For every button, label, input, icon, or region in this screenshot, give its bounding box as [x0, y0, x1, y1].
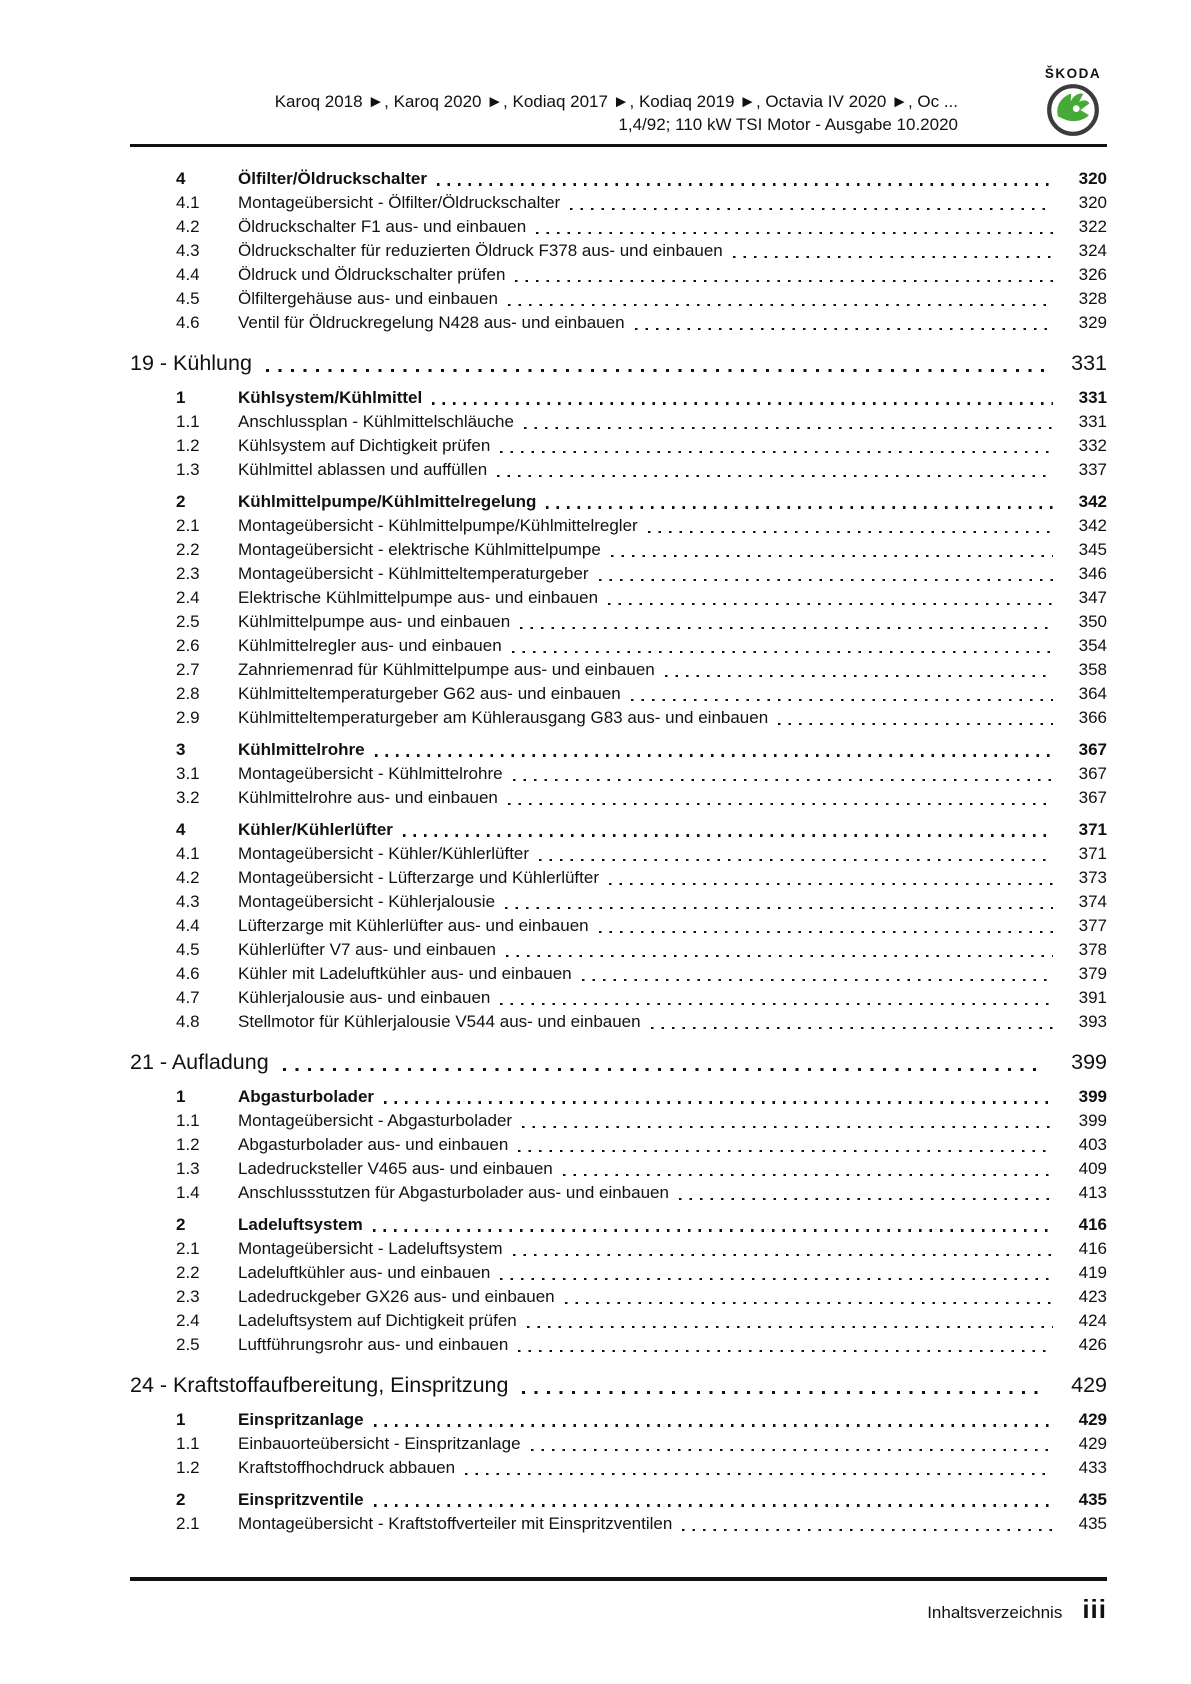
toc-page: 399: [1078, 1087, 1107, 1106]
toc-num: 1.1: [176, 1111, 200, 1130]
toc-page: 371: [1078, 844, 1107, 863]
toc-title: Lüfterzarge mit Kühlerlüfter aus- und einbauen: [238, 916, 589, 935]
toc-title: Kühlsystem auf Dichtigkeit prüfen: [238, 436, 491, 455]
toc-page: 378: [1078, 940, 1107, 959]
toc-row: [130, 1157, 1107, 1181]
toc-row: [130, 1181, 1107, 1205]
toc-page: 345: [1078, 540, 1107, 559]
toc-row: [130, 1456, 1107, 1480]
dot-leader: [665, 675, 1053, 677]
toc-title: Kraftstoffhochdruck abbauen: [238, 1458, 456, 1477]
toc-title: Kühlerlüfter V7 aus- und einbauen: [238, 940, 497, 959]
dot-leader: [546, 506, 1053, 509]
toc-row: [130, 682, 1107, 706]
dot-leader: [599, 931, 1053, 933]
toc-num: 2: [176, 1215, 186, 1234]
toc-row: [130, 1432, 1107, 1456]
toc-row: [130, 1213, 1107, 1237]
dot-leader: [733, 256, 1053, 258]
toc-row: [130, 842, 1107, 866]
toc-title: Öldruckschalter F1 aus- und einbauen: [238, 217, 527, 236]
toc-row: [130, 914, 1107, 938]
dot-leader: [524, 427, 1053, 429]
toc-title: Montageübersicht - Kühlmittelrohre: [238, 764, 503, 783]
toc-num: 1: [176, 388, 186, 407]
toc-title: Abgasturbolader aus- und einbauen: [238, 1135, 509, 1154]
toc-page: 320: [1078, 169, 1107, 188]
toc-row: [130, 1085, 1107, 1109]
toc-title: Stellmotor für Kühlerjalousie V544 aus- und einbauen: [238, 1012, 641, 1031]
toc-title: Abgasturbolader: [238, 1087, 375, 1106]
dot-leader: [536, 232, 1053, 234]
toc-title: Anschlussplan - Kühlmittelschläuche: [238, 412, 514, 431]
toc-title: Montageübersicht - Kühler/Kühlerlüfter: [238, 844, 530, 863]
toc-title: Ölfilter/Öldruckschalter: [238, 169, 427, 188]
dot-leader: [266, 369, 1045, 372]
dot-leader: [513, 1254, 1053, 1256]
toc-num: 1.2: [176, 436, 200, 455]
toc-num: 4.6: [176, 313, 200, 332]
toc-row: [130, 986, 1107, 1010]
dot-leader: [522, 1126, 1053, 1128]
dot-leader: [611, 555, 1053, 557]
toc-title: Kühlmittel ablassen und auffüllen: [238, 460, 488, 479]
toc-page: 429: [1078, 1434, 1107, 1453]
dot-leader: [500, 451, 1053, 453]
manual-toc-page: [130, 0, 1107, 1684]
toc-num: 1.3: [176, 460, 200, 479]
toc-page: 435: [1078, 1514, 1107, 1533]
toc-num: 3: [176, 740, 186, 759]
dot-leader: [570, 208, 1053, 210]
toc-row: [130, 786, 1107, 810]
toc-row: [130, 634, 1107, 658]
dot-leader: [520, 627, 1053, 629]
toc-title: Montageübersicht - Kraftstoffverteiler mit Einspritzventilen: [238, 1514, 673, 1533]
toc-title: Einspritzanlage: [238, 1410, 364, 1429]
toc-row: [130, 962, 1107, 986]
toc-row: [130, 538, 1107, 562]
toc-page: 342: [1078, 516, 1107, 535]
toc-num: 4.8: [176, 1012, 200, 1031]
toc-title: Montageübersicht - elektrische Kühlmittelpumpe: [238, 540, 601, 559]
dot-leader: [631, 699, 1053, 701]
toc-row: [130, 434, 1107, 458]
header-engine-line: 1,4/92; 110 kW TSI Motor - Ausgabe 10.2020: [618, 115, 958, 134]
toc-row: [130, 1512, 1107, 1536]
dot-leader: [563, 1174, 1053, 1176]
dot-leader: [515, 280, 1053, 282]
dot-leader: [500, 1278, 1053, 1280]
toc-title: Kühlmittelrohre aus- und einbauen: [238, 788, 498, 807]
toc-num: 2.5: [176, 612, 200, 631]
toc-num: 1.1: [176, 412, 200, 431]
toc-row: [130, 191, 1107, 215]
page-header: [130, 0, 1107, 147]
toc-num: 2.1: [176, 516, 200, 535]
toc-title: Ladeluftsystem: [238, 1215, 363, 1234]
toc-page: 347: [1078, 588, 1107, 607]
toc-title: Kühler mit Ladeluftkühler aus- und einbauen: [238, 964, 572, 983]
toc-num: 4: [176, 820, 186, 839]
dot-leader: [565, 1302, 1053, 1304]
toc-title: Ventil für Öldruckregelung N428 aus- und einbauen: [238, 313, 625, 332]
toc-num: 2.3: [176, 1287, 200, 1306]
dot-leader: [679, 1198, 1053, 1200]
toc-title: 21 - Aufladung: [130, 1050, 269, 1074]
footer-label: Inhaltsverzeichnis: [927, 1603, 1063, 1622]
toc-page: 379: [1078, 964, 1107, 983]
toc-page: 329: [1078, 313, 1107, 332]
toc-title: Kühlsystem/Kühlmittel: [238, 388, 423, 407]
toc-row: [130, 866, 1107, 890]
skoda-logo-icon: [1045, 82, 1101, 138]
toc-num: 2: [176, 492, 186, 511]
toc-title: Kühlmittelrohre: [238, 740, 365, 759]
toc-num: 2.1: [176, 1239, 200, 1258]
toc-num: 4.1: [176, 844, 200, 863]
toc-row: [130, 1285, 1107, 1309]
toc-num: 4.4: [176, 265, 200, 284]
toc-num: 4.4: [176, 916, 200, 935]
toc-title: Montageübersicht - Kühlmittelpumpe/Kühlmittelregler: [238, 516, 638, 535]
toc-row: [130, 263, 1107, 287]
toc-row: [130, 239, 1107, 263]
toc-num: 3.2: [176, 788, 200, 807]
toc-title: Montageübersicht - Lüfterzarge und Kühlerlüfter: [238, 868, 599, 887]
toc-page: 324: [1078, 241, 1107, 260]
toc-num: 4.3: [176, 241, 200, 260]
toc-title: Kühlmittelregler aus- und einbauen: [238, 636, 502, 655]
toc-title: 24 - Kraftstoffaufbereitung, Einspritzung: [130, 1373, 509, 1397]
toc-title: Elektrische Kühlmittelpumpe aus- und einbauen: [238, 588, 599, 607]
toc-list: [130, 147, 1107, 1536]
toc-title: Öldruckschalter für reduzierten Öldruck F378 aus- und einbauen: [238, 241, 723, 260]
toc-page: 433: [1078, 1458, 1107, 1477]
skoda-logo-wordmark: ŠKODA: [1044, 66, 1102, 81]
toc-title: Luftführungsrohr aus- und einbauen: [238, 1335, 509, 1354]
dot-leader: [506, 955, 1053, 957]
toc-num: 4.2: [176, 217, 200, 236]
toc-page: 426: [1078, 1335, 1107, 1354]
toc-row: [130, 738, 1107, 762]
toc-title: Kühlmittelpumpe/Kühlmittelregelung: [238, 492, 537, 511]
toc-title: Ladedrucksteller V465 aus- und einbauen: [238, 1159, 553, 1178]
toc-row: [130, 1237, 1107, 1261]
toc-page: 366: [1078, 708, 1107, 727]
toc-row: [130, 1010, 1107, 1034]
dot-leader: [508, 803, 1053, 805]
toc-row: [130, 1408, 1107, 1432]
dot-leader: [513, 779, 1053, 781]
toc-num: 2.5: [176, 1335, 200, 1354]
toc-row: [130, 890, 1107, 914]
toc-num: 4.3: [176, 892, 200, 911]
toc-title: 19 - Kühlung: [130, 351, 252, 375]
dot-leader: [539, 859, 1053, 861]
toc-page: 424: [1078, 1311, 1107, 1330]
toc-row: [130, 1133, 1107, 1157]
toc-title: Kühlmittelpumpe aus- und einbauen: [238, 612, 511, 631]
dot-leader: [651, 1027, 1053, 1029]
toc-num: 3.1: [176, 764, 200, 783]
dot-leader: [432, 402, 1053, 405]
toc-num: 4.5: [176, 289, 200, 308]
toc-row: [130, 458, 1107, 482]
toc-page: 429: [1071, 1373, 1107, 1397]
toc-page: 331: [1078, 388, 1107, 407]
dot-leader: [465, 1473, 1053, 1475]
toc-page: 331: [1071, 351, 1107, 375]
toc-num: 2.3: [176, 564, 200, 583]
dot-leader: [512, 651, 1053, 653]
dot-leader: [599, 579, 1053, 581]
toc-page: 423: [1078, 1287, 1107, 1306]
toc-row: [130, 938, 1107, 962]
toc-num: 2.4: [176, 588, 200, 607]
header-text: [130, 90, 958, 136]
toc-title: Montageübersicht - Ölfilter/Öldruckschalter: [238, 193, 561, 212]
dot-leader: [682, 1529, 1053, 1531]
toc-row: [130, 410, 1107, 434]
toc-title: Kühlerjalousie aus- und einbauen: [238, 988, 491, 1007]
dot-leader: [384, 1101, 1053, 1104]
toc-num: 2: [176, 1490, 186, 1509]
toc-title: Montageübersicht - Kühlmitteltemperaturgeber: [238, 564, 589, 583]
toc-page: 346: [1078, 564, 1107, 583]
toc-title: Kühler/Kühlerlüfter: [238, 820, 393, 839]
toc-title: Montageübersicht - Abgasturbolader: [238, 1111, 513, 1130]
toc-row: [130, 1309, 1107, 1333]
toc-page: 416: [1078, 1215, 1107, 1234]
toc-page: 377: [1078, 916, 1107, 935]
toc-page: 403: [1078, 1135, 1107, 1154]
dot-leader: [531, 1449, 1053, 1451]
toc-row: [130, 818, 1107, 842]
toc-title: Montageübersicht - Kühlerjalousie: [238, 892, 496, 911]
toc-page: 326: [1078, 265, 1107, 284]
toc-num: 2.2: [176, 540, 200, 559]
dot-leader: [403, 834, 1053, 837]
dot-leader: [527, 1326, 1053, 1328]
toc-num: 4.1: [176, 193, 200, 212]
dot-leader: [609, 883, 1053, 885]
toc-page: 399: [1071, 1050, 1107, 1074]
toc-num: 1.4: [176, 1183, 200, 1202]
dot-leader: [505, 907, 1053, 909]
toc-page: 409: [1078, 1159, 1107, 1178]
dot-leader: [374, 1504, 1053, 1507]
toc-row: [130, 215, 1107, 239]
page-footer: [130, 1577, 1107, 1625]
toc-page: 393: [1078, 1012, 1107, 1031]
toc-num: 2.2: [176, 1263, 200, 1282]
dot-leader: [373, 1229, 1053, 1232]
toc-row: [130, 610, 1107, 634]
toc-num: 2.9: [176, 708, 200, 727]
toc-page: 332: [1078, 436, 1107, 455]
dot-leader: [283, 1068, 1045, 1071]
toc-title: Ölfiltergehäuse aus- und einbauen: [238, 289, 498, 308]
toc-page: 419: [1078, 1263, 1107, 1282]
toc-page: 354: [1078, 636, 1107, 655]
toc-num: 4.5: [176, 940, 200, 959]
toc-page: 320: [1078, 193, 1107, 212]
toc-title: Ladeluftsystem auf Dichtigkeit prüfen: [238, 1311, 517, 1330]
dot-leader: [518, 1350, 1053, 1352]
dot-leader: [635, 328, 1053, 330]
toc-page: 367: [1078, 740, 1107, 759]
dot-leader: [437, 183, 1053, 186]
toc-row: [130, 514, 1107, 538]
toc-row: [130, 706, 1107, 730]
toc-page: 331: [1078, 412, 1107, 431]
toc-num: 4.6: [176, 964, 200, 983]
toc-title: Ladeluftkühler aus- und einbauen: [238, 1263, 491, 1282]
toc-num: 2.4: [176, 1311, 200, 1330]
toc-num: 2.1: [176, 1514, 200, 1533]
toc-page: 328: [1078, 289, 1107, 308]
toc-row: [130, 1047, 1107, 1077]
toc-page: 399: [1078, 1111, 1107, 1130]
toc-num: 2.6: [176, 636, 200, 655]
toc-row: [130, 386, 1107, 410]
header-models-line: Karoq 2018 ►, Karoq 2020 ►, Kodiaq 2017 ►, Kodiaq 2019 ►, Octavia IV 2020 ►, Oc ...: [274, 92, 958, 111]
toc-title: Einbauorteübersicht - Einspritzanlage: [238, 1434, 521, 1453]
toc-row: [130, 658, 1107, 682]
dot-leader: [375, 754, 1053, 757]
dot-leader: [648, 531, 1053, 533]
toc-page: 435: [1078, 1490, 1107, 1509]
toc-row: [130, 586, 1107, 610]
toc-row: [130, 287, 1107, 311]
toc-page: 391: [1078, 988, 1107, 1007]
toc-row: [130, 348, 1107, 378]
toc-page: 364: [1078, 684, 1107, 703]
toc-row: [130, 1109, 1107, 1133]
toc-title: Anschlussstutzen für Abgasturbolader aus- und einbauen: [238, 1183, 669, 1202]
toc-title: Zahnriemenrad für Kühlmittelpumpe aus- und einbauen: [238, 660, 655, 679]
toc-row: [130, 762, 1107, 786]
toc-num: 1.3: [176, 1159, 200, 1178]
toc-row: [130, 562, 1107, 586]
toc-page: 358: [1078, 660, 1107, 679]
toc-row: [130, 1333, 1107, 1357]
skoda-logo: [1037, 66, 1109, 138]
toc-page: 371: [1078, 820, 1107, 839]
toc-row: [130, 490, 1107, 514]
toc-row: [130, 167, 1107, 191]
dot-leader: [518, 1150, 1053, 1152]
toc-num: 4.7: [176, 988, 200, 1007]
dot-leader: [582, 979, 1053, 981]
toc-num: 4: [176, 169, 186, 188]
dot-leader: [374, 1424, 1053, 1427]
toc-page: 342: [1078, 492, 1107, 511]
toc-num: 1: [176, 1410, 186, 1429]
toc-page: 416: [1078, 1239, 1107, 1258]
dot-leader: [500, 1003, 1053, 1005]
dot-leader: [522, 1391, 1045, 1394]
toc-title: Montageübersicht - Ladeluftsystem: [238, 1239, 503, 1258]
toc-num: 2.8: [176, 684, 200, 703]
toc-page: 350: [1078, 612, 1107, 631]
dot-leader: [608, 603, 1053, 605]
toc-page: 413: [1078, 1183, 1107, 1202]
toc-page: 374: [1078, 892, 1107, 911]
toc-row: [130, 1370, 1107, 1400]
toc-page: 367: [1078, 788, 1107, 807]
toc-row: [130, 311, 1107, 335]
toc-row: [130, 1488, 1107, 1512]
toc-num: 1.1: [176, 1434, 200, 1453]
toc-num: 1: [176, 1087, 186, 1106]
toc-num: 4.2: [176, 868, 200, 887]
toc-title: Ladedruckgeber GX26 aus- und einbauen: [238, 1287, 555, 1306]
toc-page: 322: [1078, 217, 1107, 236]
toc-page: 367: [1078, 764, 1107, 783]
dot-leader: [778, 723, 1053, 725]
toc-title: Öldruck und Öldruckschalter prüfen: [238, 265, 506, 284]
toc-page: 429: [1078, 1410, 1107, 1429]
toc-title: Kühlmitteltemperaturgeber am Kühlerausgang G83 aus- und einbauen: [238, 708, 769, 727]
toc-row: [130, 1261, 1107, 1285]
toc-num: 2.7: [176, 660, 200, 679]
toc-page: 373: [1078, 868, 1107, 887]
toc-title: Einspritzventile: [238, 1490, 364, 1509]
toc-title: Kühlmitteltemperaturgeber G62 aus- und einbauen: [238, 684, 621, 703]
toc-page: 337: [1078, 460, 1107, 479]
dot-leader: [508, 304, 1053, 306]
toc-num: 1.2: [176, 1135, 200, 1154]
toc-num: 1.2: [176, 1458, 200, 1477]
dot-leader: [497, 475, 1053, 477]
footer-page-number: iii: [1082, 1594, 1107, 1624]
